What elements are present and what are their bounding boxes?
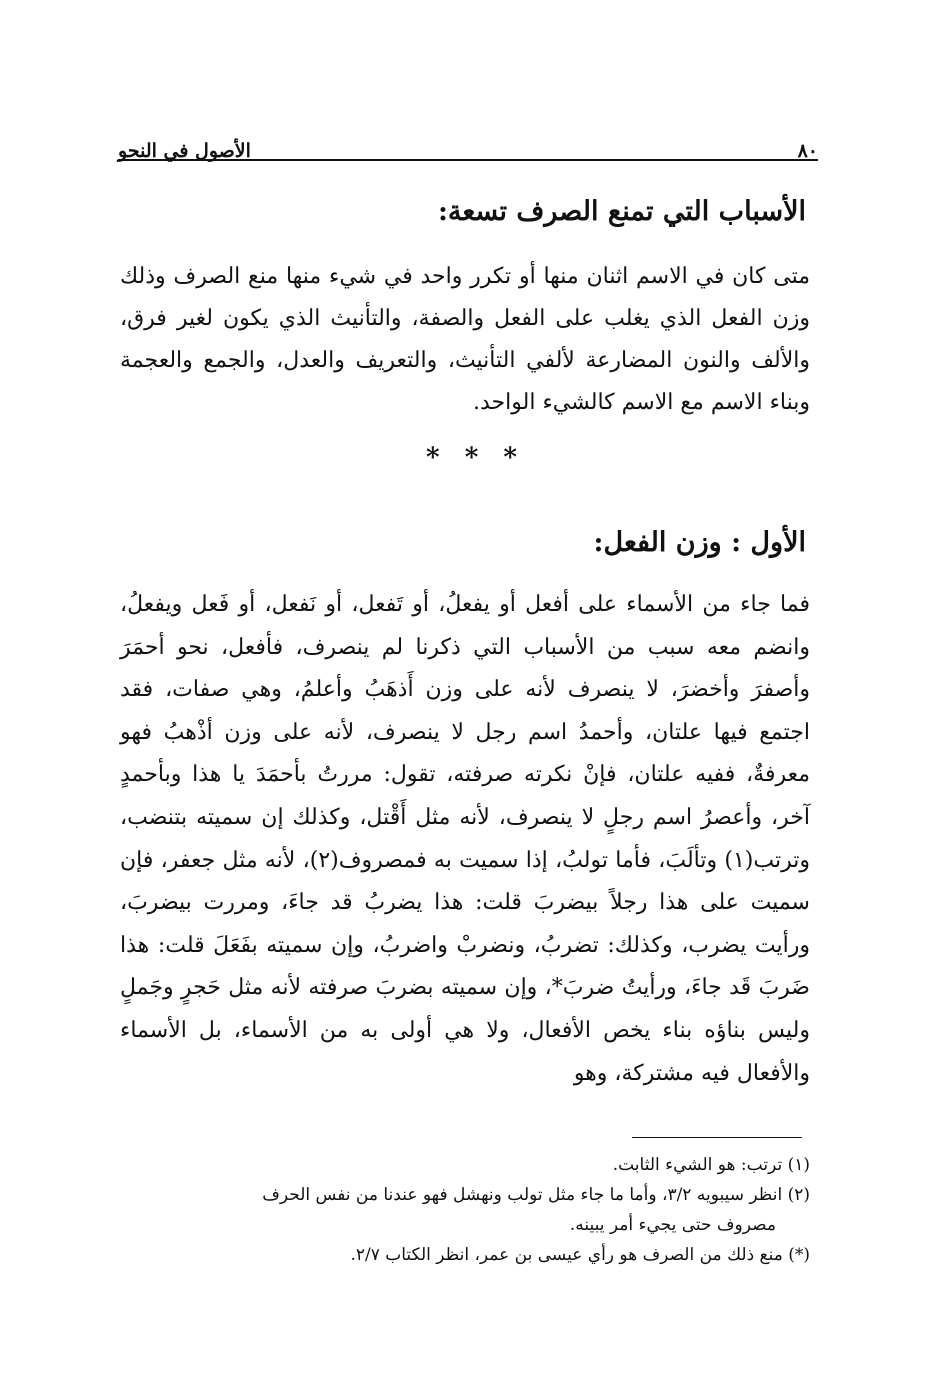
section-separator: * * * xyxy=(426,443,525,473)
running-header xyxy=(118,126,818,162)
footnote-rule xyxy=(632,1137,802,1138)
footnote-2-continuation: مصروف حتى يجيء أمر يبينه. xyxy=(569,1215,776,1235)
footnote-star: (*) منع ذلك من الصرف هو رأي عيسى بن عمر، انظر الكتاب ٢/٧. xyxy=(350,1245,810,1265)
book-title: الأصول في النحو xyxy=(118,140,251,162)
paragraph-causes: متى كان في الاسم اثنان منها أو تكرر واحد في شيء منها منع الصرف وذلك وزن الفعل الذي يغلب على الفعل والصفة، والتأنيث الذي يكون لغير فرق، والألف والنون المضارعة لألفي التأنيث، والتعريف والعدل، والجمع والعجمة وبناء الاسم مع الاسم كالشيء الواحد. xyxy=(120,264,810,415)
page-number: ٨٠ xyxy=(797,140,818,162)
section-heading-verb-pattern: الأول : وزن الفعل: xyxy=(593,527,806,558)
footnotes xyxy=(120,1150,810,1270)
paragraph-verb-pattern: فما جاء من الأسماء على أفعل أو يفعلُ، أو تَفعل، أو نَفعل، أو فَعل ويفعلُ، وانضم معه سبب من الأسباب التي ذكرنا لم ينصرف، فأفعل، نحو أحمَرَ وأصفرَ وأخضرَ، لا ينصرف لأنه على وزن أَذهَبُ وأعلمُ، وهي صفات، فقد اجتمع فيها علتان، وأحمدُ اسم رجل لا ينصرف، لأنه على وزن أذْهبُ فهو معرفةٌ، ففيه علتان، فإنْ نكرته صرفته، تقول: مررتُ بأحمَدَ يا هذا وبأحمدٍ آخر، وأعصرُ اسم رجلٍ لا ينصرف، لأنه مثل أَقْتل، وكذلك إن سميته بتنضب، وترتب(١) وتألَبَ، فأما تولبُ، إذا سميت به فمصروف(٢)، لأنه مثل جعفر، فإن سميت على هذا رجلاً بيضربَ قلت: هذا يضربُ قد جاءَ، ومررت بيضربَ، ورأيت يضرب، وكذلك: تضربُ، ونضربْ واضربُ، وإن سميته بفَعَلَ قلت: هذا ضَربَ قَد جاءَ، ورأيتُ ضربَ*، وإن سميته بضربَ صرفته لأنه مثل حَجرٍ وجَملٍ وليس بناؤه بناء يخص الأفعال، ولا هي أولى به من الأسماء، بل الأسماء والأفعال فيه مشتركة، وهو xyxy=(120,592,810,1086)
section-heading-causes: الأسباب التي تمنع الصرف تسعة: xyxy=(437,196,806,227)
footnote-2: (٢) انظر سيبويه ٣/٢، وأما ما جاء مثل تولب ونهشل فهو عندنا من نفس الحرف xyxy=(262,1185,810,1205)
footnote-1: (١) ترتب: هو الشيء الثابت. xyxy=(612,1155,810,1175)
header-rule xyxy=(118,159,818,161)
